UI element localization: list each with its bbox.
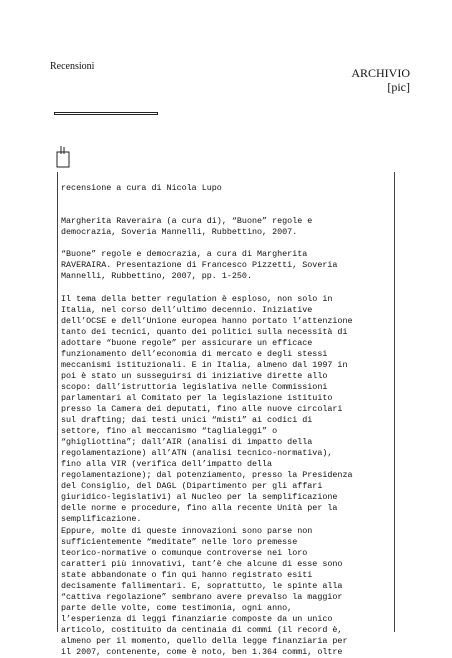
text-line: decisamente fallimentari. E, soprattutto, le spinte alla <box>61 580 343 591</box>
text-line: l’esperienza di leggi finanziarie composte da un unico <box>61 613 333 624</box>
text-line: articolo, costituito da centinaia di commi (il record è, <box>61 624 343 635</box>
text-line: il 2007, contenente, come è noto, ben 1.364 commi, oltre <box>61 647 343 658</box>
text-line: teorico-normative o comunque controverse nei loro <box>61 547 308 558</box>
text-line: sufficientemente “meditate” nelle loro premesse <box>61 536 298 547</box>
text-line <box>61 194 388 205</box>
text-line: state abbandonate o fin qui hanno registrato esiti <box>61 569 313 580</box>
archive-header <box>351 66 410 94</box>
text-line: Margherita Raveraira (a cura di), “Buone” regole e <box>61 216 313 227</box>
text-line: democrazia, Soveria Mannelli, Rubbettino, 2007. <box>61 227 298 238</box>
text-line: tanto dei tecnici, quanto dei politici sulla necessità di <box>61 326 348 337</box>
text-line: Il tema della better regulation è esploso, non solo in <box>61 293 333 304</box>
text-line: Mannelli, Rubbettino, 2007, pp. 1-250. <box>61 271 252 282</box>
text-line: poi è stato un susseguirsi di iniziative dirette allo <box>61 370 328 381</box>
text-line: recensione a cura di Nicola Lupo <box>61 183 222 194</box>
text-line: “Buone” regole e democrazia, a cura di Margherita <box>61 249 308 260</box>
text-line: regolamentazione) all’ATN (analisi tecnico-normativa), <box>61 448 333 459</box>
text-line: RAVERAIRA. Presentazione di Francesco Pizzetti, Soveria <box>61 260 338 271</box>
archive-title: ARCHIVIO <box>351 66 410 80</box>
text-line: dell’OCSE e dell’Unione europea hanno portato l’attenzione <box>61 315 353 326</box>
text-line <box>61 172 388 183</box>
text-line <box>61 205 388 216</box>
pic-placeholder: [pic] <box>387 80 410 94</box>
text-line: scopo: dall’istruttoria legislativa nelle Commissioni <box>61 381 328 392</box>
text-line: regolamentazione); dal potenziamento, presso la Presidenza <box>61 470 353 481</box>
text-line: “ghigliottina”; dall’AIR (analisi di impatto della <box>61 437 313 448</box>
text-line: sul drafting; dai testi unici “misti” ai codici di <box>61 415 313 426</box>
text-line: del Consiglio, del DAGL (Dipartimento per gli affari <box>61 481 323 492</box>
text-line: settore, fino al meccanismo “taglialeggi” o <box>61 426 278 437</box>
text-line <box>61 282 388 293</box>
text-line: parlamentari al Comitato per la legislazione istituito <box>61 392 333 403</box>
text-line: delle norme e procedure, fino alla recente Unità per la <box>61 503 338 514</box>
review-body <box>57 172 395 658</box>
text-line: “cattiva regolazione” sembrano avere prevalso la maggior <box>61 591 343 602</box>
text-line: funzionamento dell’economia di mercato e degli stessi <box>61 348 328 359</box>
text-line: almeno per il momento, quello della legge finanziaria per <box>61 635 348 646</box>
text-line: adottare “buone regole” per assicurare un efficace <box>61 337 313 348</box>
text-line: Eppure, molte di queste innovazioni sono parse non <box>61 525 313 536</box>
text-line: Italia, nel corso dell’ultimo decennio. Iniziative <box>61 304 313 315</box>
text-line: fino alla VIR (verifica dell’impatto della <box>61 459 273 470</box>
horizontal-rule <box>54 112 158 115</box>
text-line <box>61 238 388 249</box>
text-line: meccanismi istituzionali. E in Italia, almeno dal 1997 in <box>61 359 348 370</box>
text-line: presso la Camera dei deputati, fino alle nuove circolari <box>61 403 343 414</box>
text-line: giuridico-legislativi) al Nucleo per la semplificazione <box>61 492 338 503</box>
document-icon <box>56 146 70 168</box>
text-line: caratteri più innovativi, tant’è che alcune di esse sono <box>61 558 343 569</box>
text-line: parte delle volte, come testimonia, ogni anno, <box>61 602 293 613</box>
text-line: semplificazione. <box>61 514 142 525</box>
section-label: Recensioni <box>50 61 95 72</box>
